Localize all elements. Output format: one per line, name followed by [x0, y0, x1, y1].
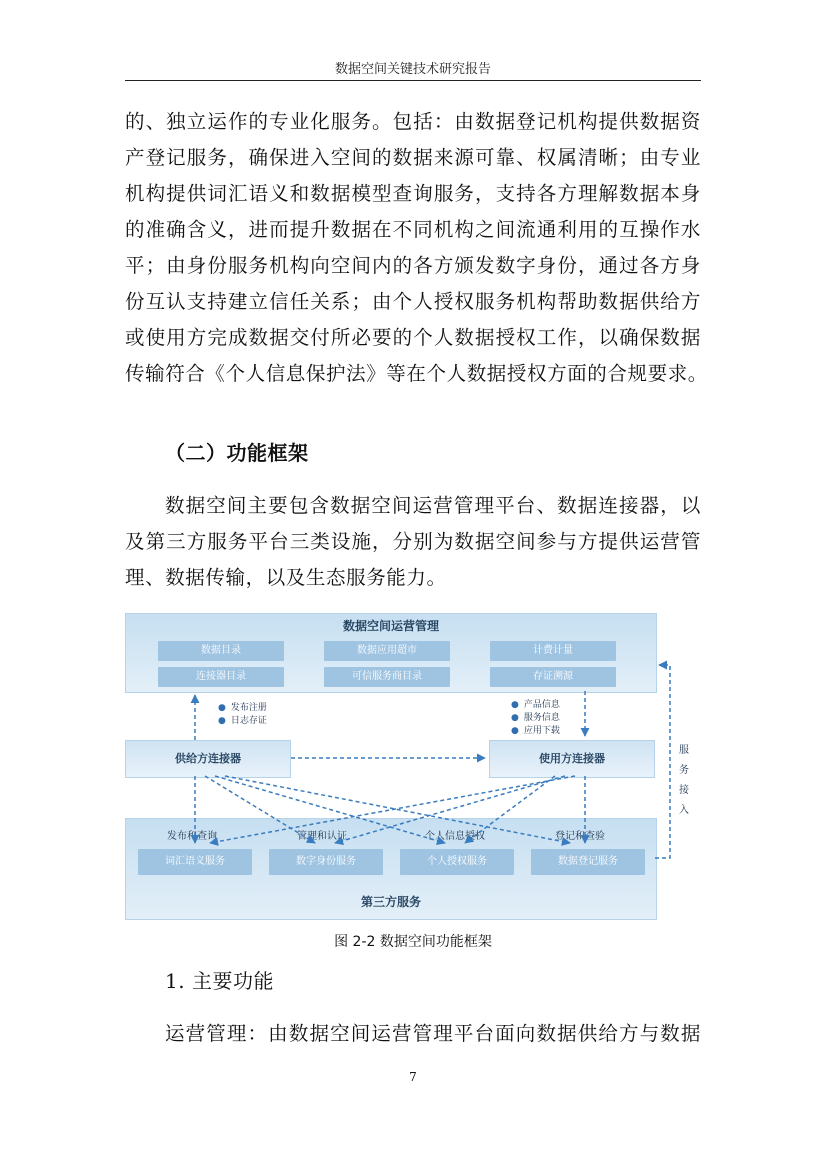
paragraph-line: 平；由身份服务机构向空间内的各方颁发数字身份，通过各方身 — [125, 254, 701, 277]
paragraph-line: 产登记服务，确保进入空间的数据来源可靠、权属清晰；由专业 — [125, 146, 701, 169]
paragraph-ops-management — [125, 1016, 701, 1052]
running-header: 数据空间关键技术研究报告 — [334, 62, 491, 77]
box-data-app-market: 数据应用超市 — [324, 641, 450, 661]
box-vocabulary-semantic-service: 词汇语义服务 — [138, 849, 252, 875]
bullet-dot-icon: ● — [511, 726, 519, 736]
bullet-dot-icon: ● — [218, 703, 226, 713]
arrow-provider-to-identity — [205, 776, 315, 843]
page-number: 7 — [409, 1070, 417, 1084]
user-connector: 使用方连接器 — [489, 740, 655, 778]
label-personal-info-auth: 个人信息授权 — [425, 831, 485, 842]
paragraph-line: 份互认支持建立信任关系；由个人授权服务机构帮助数据供给方 — [125, 290, 701, 313]
paragraph-line: 的、独立运作的专业化服务。包括：由数据登记机构提供数据资 — [125, 110, 701, 133]
box-trusted-provider-catalog: 可信服务商目录 — [324, 667, 450, 687]
box-personal-authorization-service: 个人授权服务 — [400, 849, 514, 875]
paragraph-line: 运营管理：由数据空间运营管理平台面向数据供给方与数据 — [165, 1022, 701, 1045]
paragraph-line: 或使用方完成数据交付所必要的个人数据授权工作，以确保数据 — [125, 326, 701, 349]
arrow-user-to-identity — [335, 776, 565, 843]
bullet-item: ● 发布注册 — [218, 703, 267, 713]
box-digital-identity-service: 数字身份服务 — [269, 849, 383, 875]
paragraph-framework-intro — [125, 488, 701, 596]
arrow-user-to-personal — [465, 776, 555, 843]
bullet-item: ● 日志存证 — [218, 716, 267, 726]
label-publish-query: 发布和查询 — [167, 831, 217, 842]
paragraph-line: 数据空间主要包含数据空间运营管理平台、数据连接器，以 — [165, 494, 701, 517]
bullet-item: ● 产品信息 — [511, 700, 560, 710]
figure-caption: 图 2-2 数据空间功能框架 — [334, 934, 492, 950]
bullet-item: ● 应用下载 — [511, 726, 560, 736]
paragraph-line: 的准确含义，进而提升数据在不同机构之间流通利用的互操作水 — [125, 218, 701, 241]
box-billing-metering: 计费计量 — [490, 641, 616, 661]
paragraph-line: 机构提供词汇语义和数据模型查询服务，支持各方理解数据本身 — [125, 182, 701, 205]
service-access-label: 服 务 接 入 — [679, 745, 689, 816]
diagram-arrows — [125, 613, 701, 918]
arrow-user-to-vocab — [210, 776, 575, 843]
bullet-dot-icon: ● — [511, 713, 519, 723]
bullet-dot-icon: ● — [511, 700, 519, 710]
sub-heading: 1. 主要功能 — [165, 969, 274, 993]
paragraph-line: 及第三方服务平台三类设施，分别为数据空间参与方提供运营管 — [125, 530, 701, 553]
box-data-registration-service: 数据登记服务 — [531, 849, 645, 875]
box-connector-catalog: 连接器目录 — [158, 667, 284, 687]
bullet-item: ● 服务信息 — [511, 713, 560, 723]
framework-diagram — [125, 613, 701, 918]
section-heading: （二）功能框架 — [165, 441, 309, 465]
paragraph-third-party-services — [125, 104, 708, 392]
ops-management-title: 数据空间运营管理 — [342, 619, 439, 633]
label-management-auth: 管理和认证 — [297, 831, 347, 842]
arrow-service-access — [655, 665, 670, 858]
label-register-verify: 登记和查验 — [555, 831, 605, 842]
arrow-provider-to-personal — [215, 776, 445, 843]
paragraph-line: 理、数据传输，以及生态服务能力。 — [125, 566, 447, 589]
box-data-catalog: 数据目录 — [158, 641, 284, 661]
provider-connector: 供给方连接器 — [125, 740, 291, 778]
header-rule — [125, 80, 701, 81]
paragraph-line: 传输符合《个人信息保护法》等在个人数据授权方面的合规要求。 — [125, 362, 708, 385]
third-party-services-title: 第三方服务 — [360, 895, 421, 909]
box-evidence-traceability: 存证溯源 — [490, 667, 616, 687]
bullet-dot-icon: ● — [218, 716, 226, 726]
